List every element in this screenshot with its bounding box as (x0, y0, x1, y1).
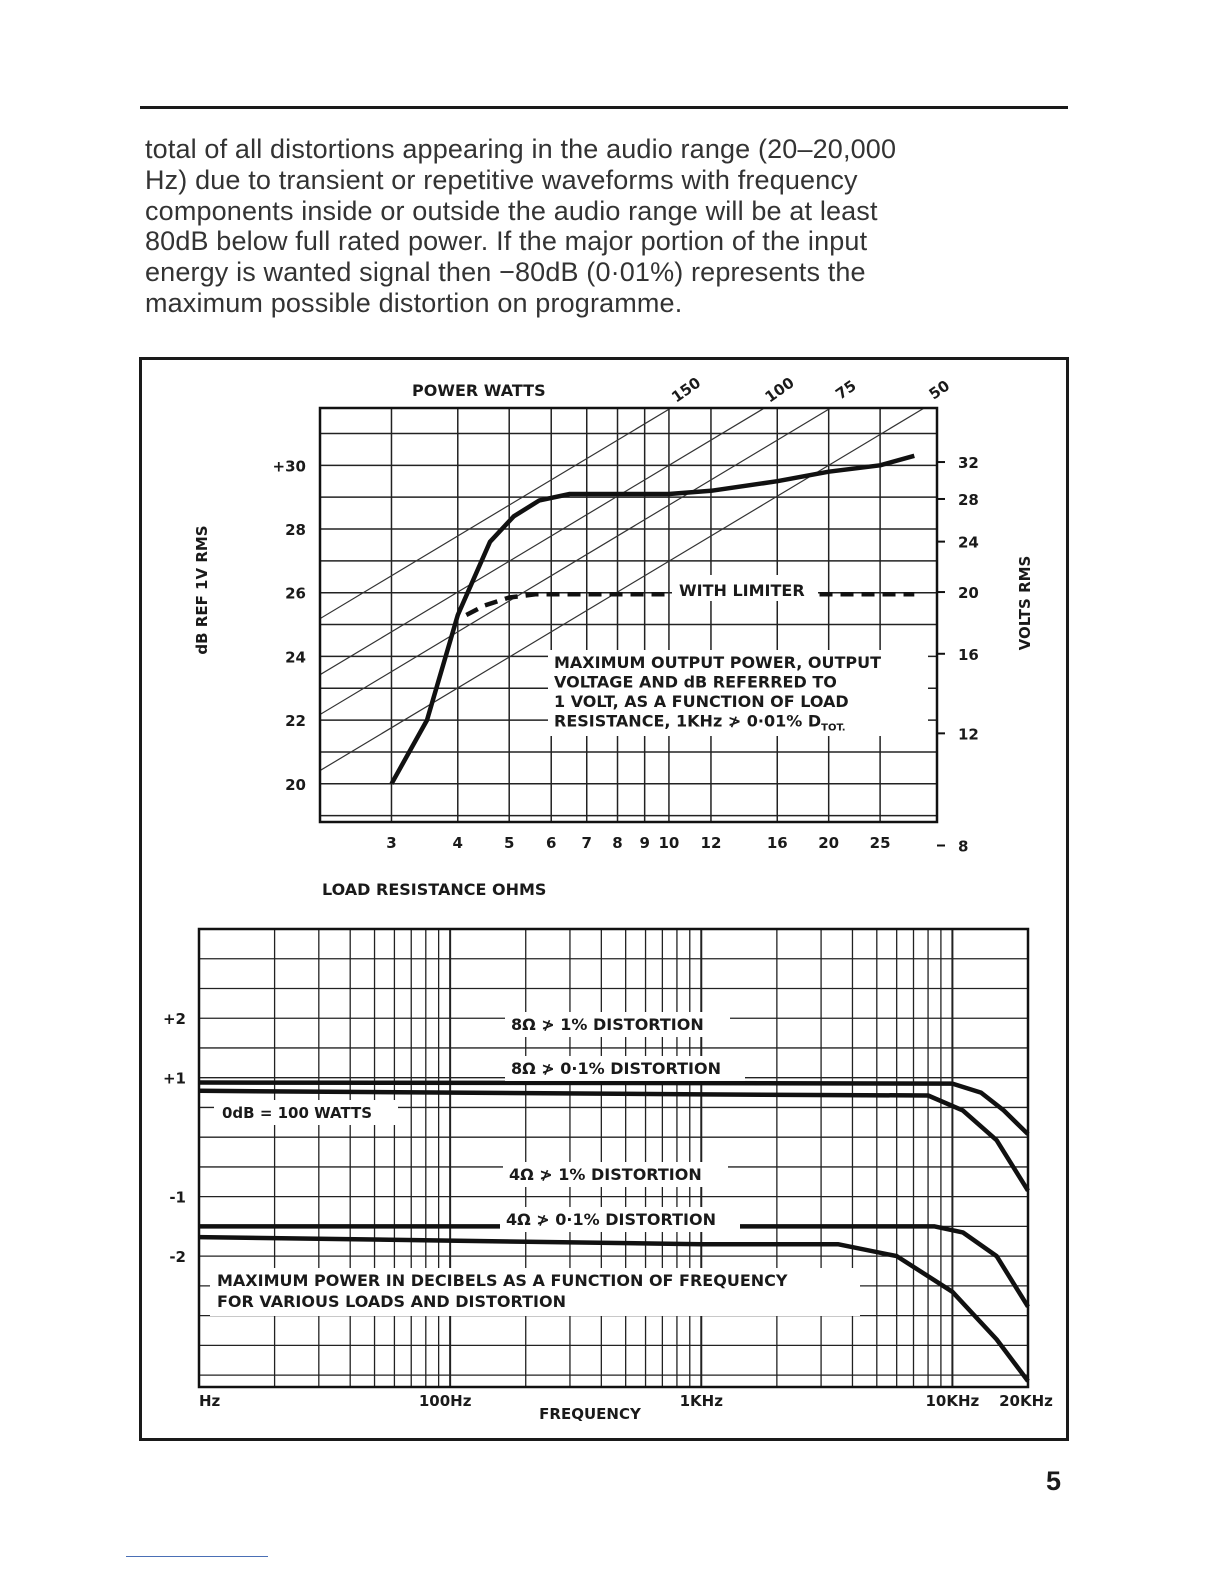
x-tick-label: Hz (199, 1392, 221, 1410)
chart-title-line: FOR VARIOUS LOADS AND DISTORTION (217, 1292, 566, 1311)
y2-tick-label: 16 (958, 645, 979, 664)
paragraph-line: components inside or outside the audio range will be at least (145, 195, 878, 226)
load-resistance-chart (193, 248, 1034, 899)
x-tick-label: 7 (581, 834, 592, 852)
chart-title-line: MAXIMUM OUTPUT POWER, OUTPUT (554, 653, 882, 672)
frequency-chart (163, 929, 1053, 1423)
y2-axis-label: VOLTS RMS (1016, 555, 1034, 651)
y-tick-label: 24 (285, 648, 306, 667)
power-line-label: 75 (832, 376, 860, 404)
y-tick-label: +1 (162, 1069, 186, 1088)
y-tick-label: 22 (285, 712, 306, 731)
chart-title-line: RESISTANCE, 1KHz ≯ 0·01% $D_{TOT.}$ (554, 711, 846, 734)
title-subscript: TOT. (821, 722, 846, 734)
y-tick-label: +30 (272, 457, 306, 476)
y2-tick-label: 8 (958, 837, 969, 856)
x-axis-label: LOAD RESISTANCE OHMS (322, 880, 547, 899)
y-tick-label: 26 (285, 584, 306, 603)
paragraph-line: maximum possible distortion on programme. (145, 287, 683, 318)
x-tick-label: 20KHz (999, 1392, 1053, 1410)
plot-frame (199, 929, 1028, 1387)
paragraph-line: Hz) due to transient or repetitive waveforms with frequency (145, 164, 858, 195)
x-tick-label: 1KHz (679, 1392, 723, 1410)
reference-label: 0dB = 100 WATTS (222, 1104, 373, 1122)
x-tick-label: 3 (386, 834, 397, 852)
y-tick-label: -1 (169, 1188, 186, 1207)
power-line-label: 150 (668, 373, 705, 407)
limiter-label: WITH LIMITER (679, 581, 805, 600)
series-label: 8Ω ≯ 1% DISTORTION (511, 1015, 704, 1034)
top-axis-label: POWER WATTS (412, 381, 546, 400)
paragraph-line: 80dB below full rated power. If the major portion of the input (145, 226, 868, 257)
chart-title-line: MAXIMUM POWER IN DECIBELS AS A FUNCTION OF FREQUENCY (217, 1271, 788, 1290)
y-tick-label: -2 (169, 1248, 186, 1267)
y2-tick-label: 32 (958, 454, 979, 473)
y2-tick-label: 12 (958, 725, 979, 744)
x-axis-label: FREQUENCY (539, 1405, 641, 1423)
power-line-100 (320, 304, 937, 674)
chart-title-line: 1 VOLT, AS A FUNCTION OF LOAD (554, 692, 849, 711)
series-label: 4Ω ≯ 0·1% DISTORTION (506, 1210, 716, 1229)
paragraph-line: energy is wanted signal then −80dB (0·01%) represents the (145, 257, 866, 288)
x-tick-label: 12 (700, 834, 722, 852)
y-tick-label: +2 (162, 1010, 186, 1029)
x-tick-label: 4 (452, 834, 463, 852)
x-tick-label: 5 (503, 834, 515, 852)
y-tick-label: 28 (285, 521, 306, 540)
series-label: 4Ω ≯ 1% DISTORTION (509, 1165, 702, 1184)
series-label: 8Ω ≯ 0·1% DISTORTION (511, 1059, 721, 1078)
x-tick-label: 9 (639, 834, 650, 852)
x-tick-label: 6 (546, 834, 557, 852)
footnote-rule (126, 1556, 268, 1557)
y2-tick-label: 28 (958, 490, 979, 509)
y2-tick-label: 20 (958, 584, 979, 603)
y-axis-label: dB REF 1V RMS (193, 525, 211, 655)
x-tick-label: 20 (818, 834, 840, 852)
power-line-label: 50 (925, 376, 954, 404)
x-tick-label: 10KHz (925, 1392, 980, 1410)
x-tick-label: 16 (766, 834, 788, 852)
page-number: 5 (1046, 1466, 1062, 1496)
y-tick-label: 20 (285, 775, 306, 794)
paragraph-line: total of all distortions appearing in the audio range (20–20,000 (145, 134, 897, 164)
chart-title-line: VOLTAGE AND dB REFERRED TO (554, 672, 837, 692)
y2-tick-label: 24 (958, 533, 979, 552)
x-tick-label: 100Hz (418, 1392, 472, 1410)
x-tick-label: 8 (612, 834, 623, 852)
x-tick-label: 25 (869, 834, 891, 852)
x-tick-label: 10 (658, 834, 680, 852)
power-line-label: 100 (761, 373, 798, 407)
